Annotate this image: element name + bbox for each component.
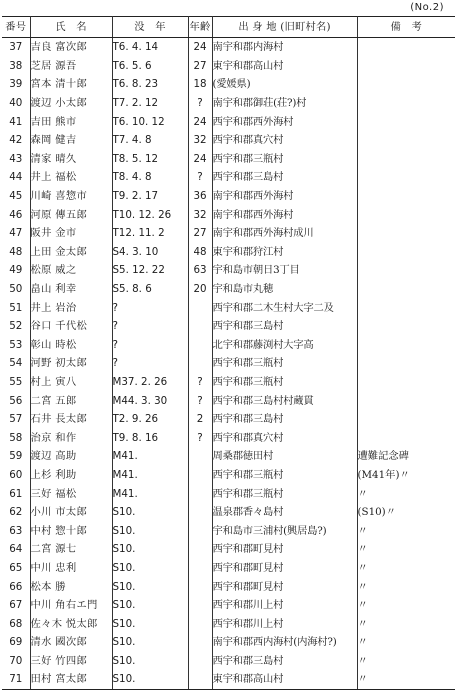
table-row — [2, 94, 455, 113]
cell-death-year: S10. — [112, 521, 188, 540]
table-row — [2, 187, 455, 206]
cell-birthplace: 南宇和郡西外海村 — [212, 187, 357, 206]
cell-remarks: (M41年)〃 — [357, 466, 455, 485]
cell-birthplace: 周桑郡徳田村 — [212, 447, 357, 466]
table-row — [2, 521, 455, 540]
cell-death-year: M44. 3. 30 — [112, 391, 188, 410]
table-row — [2, 428, 455, 447]
cell-remarks — [357, 187, 455, 206]
cell-death-year: S10. — [112, 614, 188, 633]
cell-age: 20 — [188, 280, 212, 299]
cell-name: 松原 威之 — [30, 261, 112, 280]
cell-death-year: S10. — [112, 540, 188, 559]
cell-birthplace: 西宇和郡真穴村 — [212, 131, 357, 150]
table-row — [2, 168, 455, 187]
cell-name: 渡辺 小太郎 — [30, 94, 112, 113]
cell-death-year: S4. 3. 10 — [112, 243, 188, 262]
cell-age — [188, 596, 212, 615]
cell-remarks — [357, 131, 455, 150]
cell-birthplace: 東宇和郡高山村 — [212, 670, 357, 689]
cell-name: 井上 福松 — [30, 168, 112, 187]
cell-name: 河原 傳五郎 — [30, 205, 112, 224]
cell-remarks: 〃 — [357, 633, 455, 652]
cell-death-year: ? — [112, 354, 188, 373]
cell-death-year: M41. — [112, 447, 188, 466]
cell-name: 吉良 富次郎 — [30, 38, 112, 57]
table-row — [2, 75, 455, 94]
cell-death-year: ? — [112, 298, 188, 317]
cell-age: 27 — [188, 224, 212, 243]
cell-birthplace: 東宇和郡狩江村 — [212, 243, 357, 262]
table-row — [2, 652, 455, 671]
header-name: 氏 名 — [30, 17, 112, 38]
cell-number: 46 — [2, 205, 30, 224]
cell-name: 中川 忠利 — [30, 559, 112, 578]
cell-birthplace: 宇和島市三浦村(興居島?) — [212, 521, 357, 540]
cell-death-year: S10. — [112, 670, 188, 689]
cell-birthplace: 西宇和郡三瓶村 — [212, 354, 357, 373]
table-row — [2, 280, 455, 299]
cell-number: 61 — [2, 484, 30, 503]
cell-remarks — [357, 298, 455, 317]
cell-name: 河野 初太郎 — [30, 354, 112, 373]
cell-birthplace: 南宇和郡御荘(荘?)村 — [212, 94, 357, 113]
table-row — [2, 410, 455, 429]
table-row — [2, 447, 455, 466]
cell-birthplace: 西宇和郡西外海村 — [212, 112, 357, 131]
table-row — [2, 596, 455, 615]
cell-name: 二宮 源七 — [30, 540, 112, 559]
table-row — [2, 373, 455, 392]
cell-age: 2 — [188, 410, 212, 429]
cell-number: 64 — [2, 540, 30, 559]
cell-remarks: 〃 — [357, 596, 455, 615]
cell-name: 宮本 清十郎 — [30, 75, 112, 94]
cell-remarks — [357, 391, 455, 410]
cell-death-year: S10. — [112, 577, 188, 596]
cell-death-year: T6. 5. 6 — [112, 57, 188, 76]
cell-death-year: M41. — [112, 466, 188, 485]
cell-age — [188, 614, 212, 633]
table-row — [2, 317, 455, 336]
cell-remarks — [357, 280, 455, 299]
page-number-label: (No.2) — [410, 2, 444, 13]
cell-name: 松本 勝 — [30, 577, 112, 596]
header-birthplace: 出 身 地 (旧町村名) — [212, 17, 357, 38]
cell-remarks — [357, 57, 455, 76]
cell-number: 51 — [2, 298, 30, 317]
cell-remarks: 〃 — [357, 484, 455, 503]
cell-age — [188, 670, 212, 689]
cell-birthplace: 西宇和郡三島村 — [212, 168, 357, 187]
cell-birthplace: 宇和島市朝日3丁目 — [212, 261, 357, 280]
cell-birthplace: (愛媛県) — [212, 75, 357, 94]
cell-name: 畠山 利幸 — [30, 280, 112, 299]
cell-age — [188, 577, 212, 596]
cell-number: 37 — [2, 38, 30, 57]
cell-remarks — [357, 243, 455, 262]
cell-remarks — [357, 317, 455, 336]
table-row — [2, 243, 455, 262]
cell-death-year: ? — [112, 317, 188, 336]
cell-number: 59 — [2, 447, 30, 466]
cell-number: 52 — [2, 317, 30, 336]
cell-age — [188, 540, 212, 559]
cell-age: 24 — [188, 38, 212, 57]
cell-age — [188, 447, 212, 466]
cell-death-year: T10. 12. 26 — [112, 205, 188, 224]
table-row — [2, 503, 455, 522]
cell-birthplace: 西宇和郡町見村 — [212, 577, 357, 596]
cell-birthplace: 西宇和郡二木生村大字二及 — [212, 298, 357, 317]
cell-age: 36 — [188, 187, 212, 206]
table-row — [2, 261, 455, 280]
cell-age: 24 — [188, 112, 212, 131]
table-row — [2, 224, 455, 243]
cell-birthplace: 宇和島市丸穂 — [212, 280, 357, 299]
cell-number: 49 — [2, 261, 30, 280]
cell-age — [188, 503, 212, 522]
cell-death-year: T6. 10. 12 — [112, 112, 188, 131]
cell-death-year: T9. 2. 17 — [112, 187, 188, 206]
cell-birthplace: 西宇和郡真穴村 — [212, 428, 357, 447]
table-row — [2, 577, 455, 596]
cell-number: 42 — [2, 131, 30, 150]
cell-name: 佐々木 悦太郎 — [30, 614, 112, 633]
cell-number: 56 — [2, 391, 30, 410]
table-row — [2, 38, 455, 57]
cell-birthplace: 西宇和郡町見村 — [212, 540, 357, 559]
cell-death-year: T6. 4. 14 — [112, 38, 188, 57]
cell-age — [188, 354, 212, 373]
cell-number: 57 — [2, 410, 30, 429]
cell-birthplace: 北宇和郡藤渕村大字高 — [212, 336, 357, 355]
cell-number: 58 — [2, 428, 30, 447]
cell-remarks — [357, 150, 455, 169]
cell-birthplace: 西宇和郡三瓶村 — [212, 484, 357, 503]
cell-remarks — [357, 205, 455, 224]
cell-birthplace: 南宇和郡内海村 — [212, 38, 357, 57]
cell-death-year: S10. — [112, 652, 188, 671]
cell-death-year: T8. 4. 8 — [112, 168, 188, 187]
cell-number: 50 — [2, 280, 30, 299]
cell-number: 60 — [2, 466, 30, 485]
cell-birthplace: 西宇和郡三島村 — [212, 410, 357, 429]
cell-age — [188, 484, 212, 503]
cell-age — [188, 298, 212, 317]
cell-remarks — [357, 224, 455, 243]
cell-number: 55 — [2, 373, 30, 392]
cell-death-year: T12. 11. 2 — [112, 224, 188, 243]
cell-death-year: T8. 5. 12 — [112, 150, 188, 169]
cell-remarks — [357, 112, 455, 131]
cell-name: 村上 寅八 — [30, 373, 112, 392]
cell-death-year: S10. — [112, 503, 188, 522]
cell-remarks — [357, 410, 455, 429]
cell-name: 三好 竹四郎 — [30, 652, 112, 671]
cell-death-year: ? — [112, 336, 188, 355]
cell-birthplace: 西宇和郡川上村 — [212, 614, 357, 633]
cell-death-year: S10. — [112, 596, 188, 615]
cell-number: 65 — [2, 559, 30, 578]
cell-death-year: T6. 8. 23 — [112, 75, 188, 94]
cell-age: ? — [188, 373, 212, 392]
cell-number: 40 — [2, 94, 30, 113]
cell-age: ? — [188, 94, 212, 113]
cell-name: 川崎 喜惣市 — [30, 187, 112, 206]
table-row — [2, 670, 455, 689]
cell-number: 62 — [2, 503, 30, 522]
cell-name: 森岡 健吉 — [30, 131, 112, 150]
cell-remarks — [357, 373, 455, 392]
cell-age: 24 — [188, 150, 212, 169]
table-row — [2, 205, 455, 224]
cell-name: 渡辺 高助 — [30, 447, 112, 466]
cell-birthplace: 西宇和郡川上村 — [212, 596, 357, 615]
cell-age — [188, 336, 212, 355]
cell-name: 清水 國次郎 — [30, 633, 112, 652]
cell-number: 54 — [2, 354, 30, 373]
table-row — [2, 150, 455, 169]
cell-remarks — [357, 168, 455, 187]
cell-name: 治京 和作 — [30, 428, 112, 447]
cell-remarks — [357, 336, 455, 355]
cell-name: 彰山 時松 — [30, 336, 112, 355]
cell-age: 48 — [188, 243, 212, 262]
cell-death-year: T2. 9. 26 — [112, 410, 188, 429]
cell-remarks: 〃 — [357, 540, 455, 559]
cell-birthplace: 南宇和郡西外海村 — [212, 205, 357, 224]
cell-death-year: S5. 12. 22 — [112, 261, 188, 280]
cell-number: 66 — [2, 577, 30, 596]
cell-remarks: 〃 — [357, 559, 455, 578]
cell-remarks — [357, 94, 455, 113]
table-row — [2, 559, 455, 578]
cell-name: 阪井 金市 — [30, 224, 112, 243]
cell-number: 43 — [2, 150, 30, 169]
cell-remarks: 〃 — [357, 577, 455, 596]
cell-number: 53 — [2, 336, 30, 355]
cell-remarks: 〃 — [357, 614, 455, 633]
cell-number: 38 — [2, 57, 30, 76]
cell-number: 63 — [2, 521, 30, 540]
cell-remarks: 〃 — [357, 652, 455, 671]
cell-birthplace: 西宇和郡三島村 — [212, 652, 357, 671]
cell-birthplace: 西宇和郡三瓶村 — [212, 373, 357, 392]
cell-name: 中村 惣十郎 — [30, 521, 112, 540]
table-row — [2, 614, 455, 633]
cell-death-year: S5. 8. 6 — [112, 280, 188, 299]
cell-number: 48 — [2, 243, 30, 262]
cell-birthplace: 西宇和郡三島村村蔵貫 — [212, 391, 357, 410]
cell-age — [188, 633, 212, 652]
cell-age: ? — [188, 428, 212, 447]
cell-birthplace: 西宇和郡町見村 — [212, 559, 357, 578]
table-row — [2, 391, 455, 410]
cell-remarks: 遭難記念碑 — [357, 447, 455, 466]
cell-number: 68 — [2, 614, 30, 633]
cell-birthplace: 南宇和郡西外海村成川 — [212, 224, 357, 243]
cell-remarks — [357, 75, 455, 94]
cell-remarks: (S10)〃 — [357, 503, 455, 522]
cell-remarks — [357, 354, 455, 373]
cell-number: 39 — [2, 75, 30, 94]
cell-age: 27 — [188, 57, 212, 76]
cell-name: 中川 角右エ門 — [30, 596, 112, 615]
cell-age: 32 — [188, 131, 212, 150]
cell-name: 上田 金太郎 — [30, 243, 112, 262]
cell-number: 44 — [2, 168, 30, 187]
header-age: 年齢 — [188, 17, 212, 38]
cell-birthplace: 西宇和郡三島村 — [212, 317, 357, 336]
cell-number: 47 — [2, 224, 30, 243]
cell-number: 41 — [2, 112, 30, 131]
cell-name: 三好 福松 — [30, 484, 112, 503]
cell-birthplace: 南宇和郡西内海村(内海村?) — [212, 633, 357, 652]
cell-name: 吉田 熊市 — [30, 112, 112, 131]
cell-age — [188, 466, 212, 485]
cell-age: ? — [188, 391, 212, 410]
table-row — [2, 131, 455, 150]
header-death-year: 没 年 — [112, 17, 188, 38]
cell-birthplace: 東宇和郡高山村 — [212, 57, 357, 76]
cell-death-year: T7. 4. 8 — [112, 131, 188, 150]
cell-name: 谷口 千代松 — [30, 317, 112, 336]
cell-remarks — [357, 261, 455, 280]
cell-age — [188, 559, 212, 578]
table-row — [2, 112, 455, 131]
memorial-register-table — [2, 16, 455, 690]
cell-age: ? — [188, 168, 212, 187]
cell-age — [188, 317, 212, 336]
cell-name: 石井 長太郎 — [30, 410, 112, 429]
cell-remarks — [357, 38, 455, 57]
table-body — [2, 38, 455, 690]
table-row — [2, 484, 455, 503]
table-header-row — [2, 17, 455, 38]
cell-name: 二宮 五郎 — [30, 391, 112, 410]
cell-remarks: 〃 — [357, 670, 455, 689]
cell-age: 18 — [188, 75, 212, 94]
cell-number: 71 — [2, 670, 30, 689]
cell-remarks: 〃 — [357, 521, 455, 540]
table-row — [2, 354, 455, 373]
cell-birthplace: 温泉郡香々島村 — [212, 503, 357, 522]
cell-age: 63 — [188, 261, 212, 280]
table-row — [2, 466, 455, 485]
cell-number: 69 — [2, 633, 30, 652]
cell-name: 芝居 源吾 — [30, 57, 112, 76]
header-number: 番号 — [2, 17, 30, 38]
table-row — [2, 633, 455, 652]
cell-death-year: M41. — [112, 484, 188, 503]
table-row — [2, 336, 455, 355]
cell-number: 67 — [2, 596, 30, 615]
cell-birthplace: 西宇和郡三瓶村 — [212, 150, 357, 169]
cell-name: 井上 岩治 — [30, 298, 112, 317]
cell-number: 70 — [2, 652, 30, 671]
cell-age: 32 — [188, 205, 212, 224]
table-row — [2, 540, 455, 559]
cell-death-year: S10. — [112, 633, 188, 652]
cell-age — [188, 521, 212, 540]
cell-name: 上杉 利助 — [30, 466, 112, 485]
cell-name: 清家 晴久 — [30, 150, 112, 169]
cell-number: 45 — [2, 187, 30, 206]
cell-death-year: T9. 8. 16 — [112, 428, 188, 447]
cell-death-year: T7. 2. 12 — [112, 94, 188, 113]
cell-birthplace: 西宇和郡三瓶村 — [212, 466, 357, 485]
table-row — [2, 57, 455, 76]
cell-death-year: S10. — [112, 559, 188, 578]
cell-name: 小川 市太郎 — [30, 503, 112, 522]
cell-age — [188, 652, 212, 671]
cell-death-year: M37. 2. 26 — [112, 373, 188, 392]
cell-name: 田村 宮太郎 — [30, 670, 112, 689]
cell-remarks — [357, 428, 455, 447]
header-remarks: 備 考 — [357, 17, 455, 38]
table-row — [2, 298, 455, 317]
